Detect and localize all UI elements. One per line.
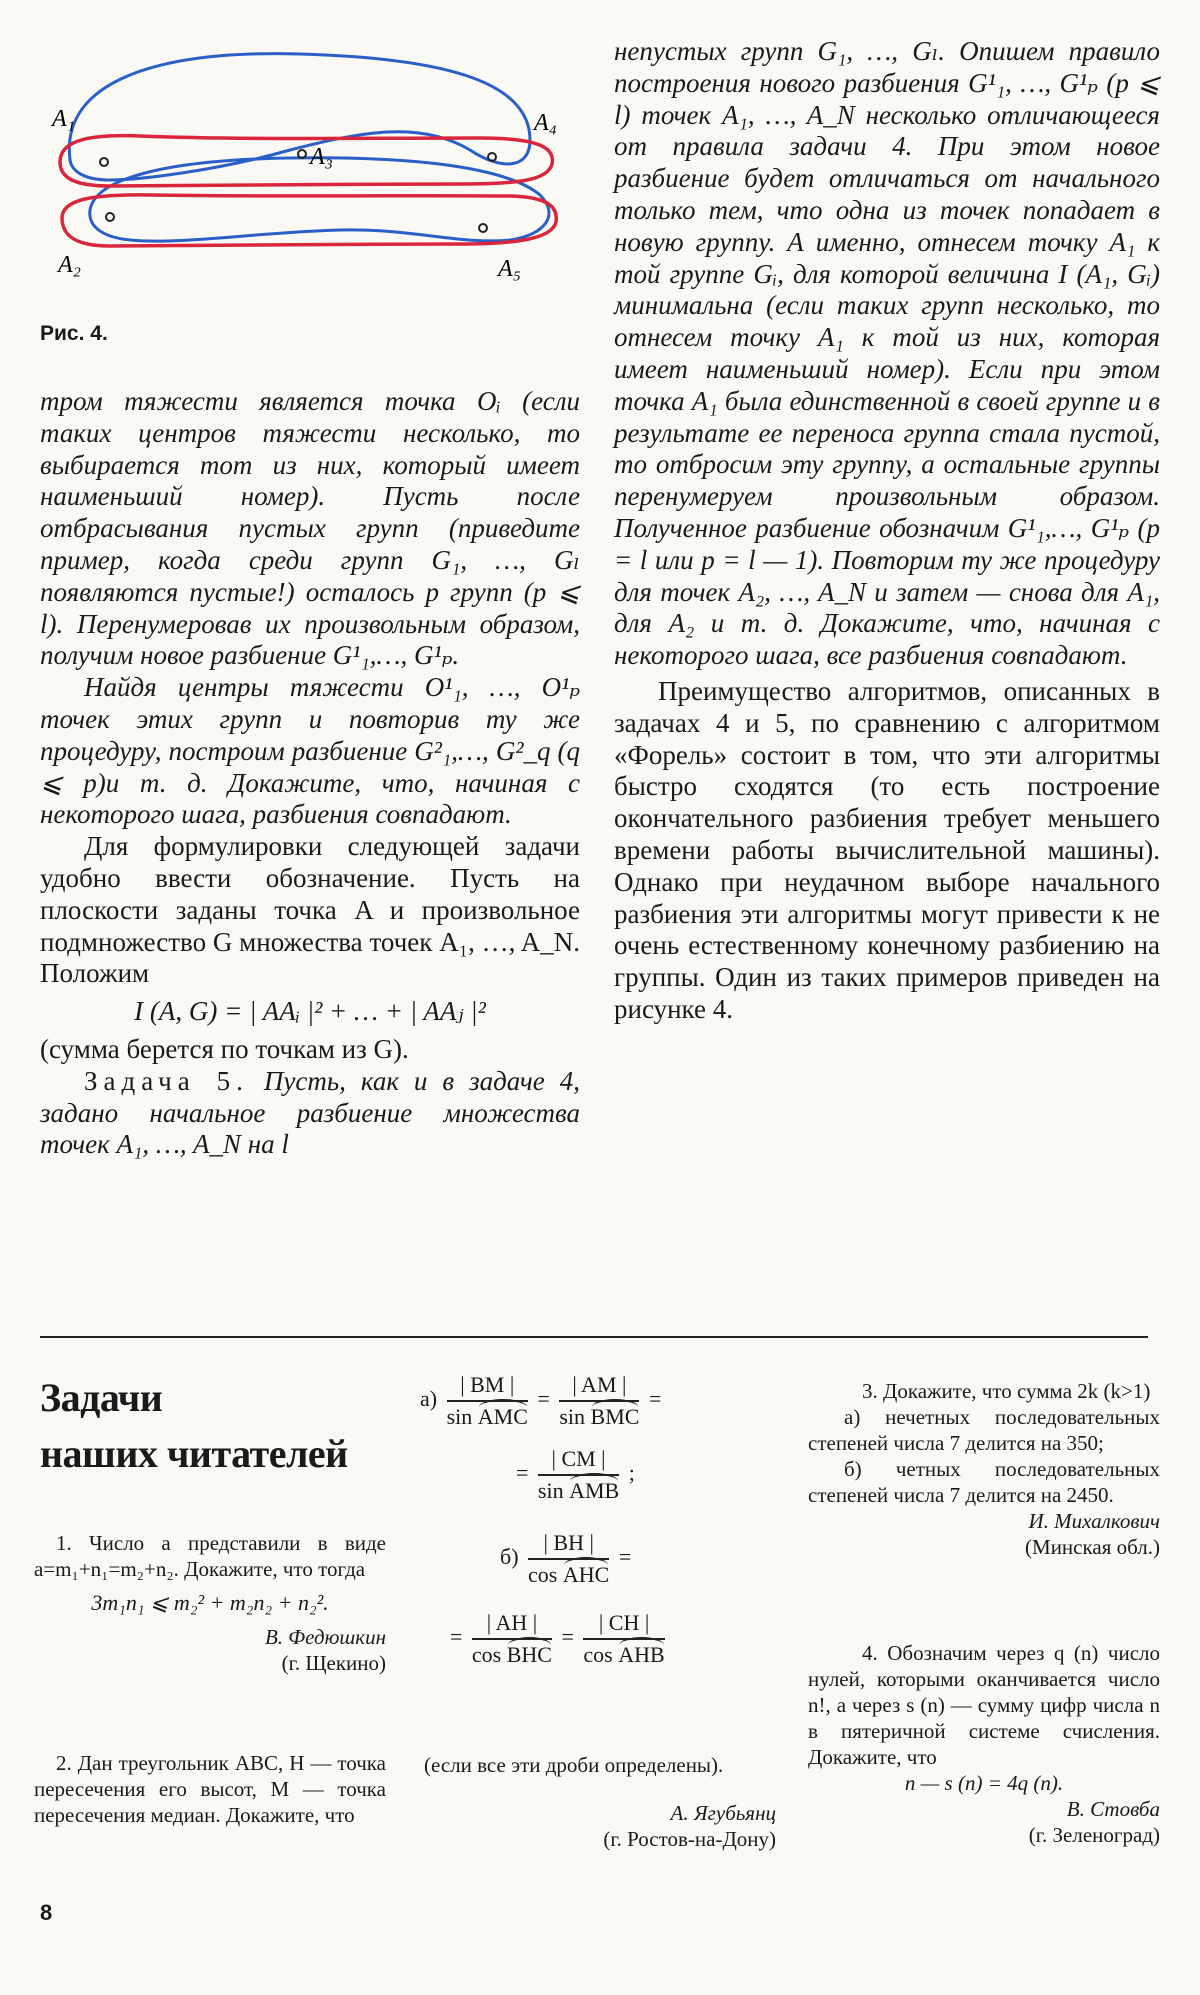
problem-3-b: б) четных последовательных степеней числа 7 делится на 2450. bbox=[808, 1457, 1160, 1507]
left-paragraph-4: (сумма берется по точкам из G). bbox=[40, 1033, 409, 1064]
left-paragraph-5 bbox=[40, 1066, 580, 1161]
problem-2-note: (если все эти дроби определены). bbox=[424, 1753, 724, 1777]
problem-2-text: 2. Дан треугольник ABC, H — точка пересечения его высот, M — точка пересечения медиан. Докажите, что bbox=[34, 1751, 386, 1827]
problem-2-formulas bbox=[420, 1372, 780, 1690]
formula-a-line-1: а) $\frac{| BM |}{\text{sin AMC}}$ = $\frac{| AM |}{\text{sin BMC}}$ = bbox=[420, 1372, 662, 1429]
blue-group-upper bbox=[69, 54, 530, 180]
problem-4-place: (г. Зеленоград) bbox=[1028, 1823, 1160, 1847]
problem-5-lead: Задача 5. bbox=[84, 1065, 249, 1096]
formula-b-line-1: б) $\frac{| BH |}{\text{cos AHC}}$ = bbox=[500, 1530, 632, 1587]
fraction-am: $\frac{| AM |}{\text{sin BMC}}$ bbox=[559, 1372, 640, 1429]
formula-b-label: б) bbox=[500, 1544, 519, 1570]
section-title bbox=[40, 1370, 370, 1482]
problem-5-text: Пусть, как и в задаче 4, задано начальное разбиение множества точек A₁, …, A_N на l bbox=[40, 1065, 580, 1160]
fraction-bh: $\frac{| BH |}{\text{cos AHC}}$ bbox=[528, 1530, 610, 1587]
problem-4-author: В. Стовба bbox=[1066, 1797, 1160, 1821]
section-title-line-1: Задачи bbox=[40, 1375, 163, 1420]
fraction-cm: $\frac{| CM |}{\text{sin AMB}}$ bbox=[537, 1446, 620, 1503]
section-divider bbox=[40, 1336, 1148, 1338]
problem-4-text: 4. Обозначим через q (n) число нулей, которыми оканчивается число n!, а через s (n) — сумму цифр числа n в пятеричной системе счисления. Докажите, что bbox=[808, 1641, 1160, 1769]
problem-2-intro bbox=[34, 1750, 386, 1828]
problem-3 bbox=[808, 1378, 1160, 1560]
problem-3-place: (Минская обл.) bbox=[1025, 1535, 1160, 1559]
problem-2-author: А. Ягубьянц bbox=[670, 1801, 776, 1825]
left-formula-i: I (A, G) = | AAᵢ |² + … + | AAⱼ |² bbox=[134, 996, 486, 1027]
blue-group-lower bbox=[90, 158, 549, 241]
right-paragraph-1: непустых групп G₁, …, Gₗ. Опишем правило построения нового разбиения G¹₁, …, G¹ₚ (p ⩽ l) точек A₁, …, A_N несколько отличающееся от правила задачи 4. При этом новое разбиение будет отличаться от начального только тем, что одна из точек попадает в новую группу. А именно, отнесем точку A₁ к той группе Gᵢ, для которой величина I (A₁, Gᵢ) минимальна (если таких групп несколько, то отнесем точку A₁ к той из них, которая имеет наименьший номер). Если при этом точка A₁ была единственной в своей группе и в результате ее переноса группа стала пустой, то отбросим эту группу, а остальные группы перенумеруем произвольным образом. Полученное разбиение обозначим G¹₁,…, G¹ₚ (p = l или p = l — 1). Повторим ту же процедуру для точек A₂, …, A_N и затем — снова для A₁, для A₂ и т. д. Докажите, что, начиная с некоторого шага, все разбиения совпадают. bbox=[614, 36, 1160, 671]
problem-2-footer bbox=[424, 1752, 776, 1852]
right-column bbox=[614, 36, 1160, 1026]
left-paragraph-3: Для формулировки следующей задачи удобно ввести обозначение. Пусть на плоскости заданы точка A и произвольное подмножество G множества точек A₁, …, A_N. Положим bbox=[40, 831, 580, 989]
label-a2: A₂ bbox=[58, 252, 82, 278]
label-a3: A₃ bbox=[310, 144, 334, 170]
point-a5 bbox=[479, 224, 487, 232]
fraction-ah: $\frac{| AH |}{\text{cos BHC}}$ bbox=[471, 1610, 552, 1667]
problem-2-place: (г. Ростов-на-Дону) bbox=[603, 1827, 776, 1851]
problem-4-formula: n — s (n) = 4q (n). bbox=[904, 1771, 1064, 1795]
problem-1-formula: 3m₁n₁ ⩽ m₂² + m₂n₂ + n₂². bbox=[91, 1590, 329, 1615]
figure-4-diagram bbox=[40, 40, 580, 290]
section-title-line-2: наших читателей bbox=[40, 1431, 348, 1476]
label-a5: A₅ bbox=[498, 256, 522, 282]
formula-a-line-2: = $\frac{| CM |}{\text{sin AMB}}$ ; bbox=[516, 1446, 635, 1503]
problem-3-text: 3. Докажите, что сумма 2k (k>1) bbox=[862, 1379, 1151, 1403]
red-group-lower bbox=[62, 195, 556, 246]
problem-3-a: а) нечетных последовательных степеней числа 7 делится на 350; bbox=[808, 1405, 1160, 1455]
left-column bbox=[40, 386, 580, 1161]
left-paragraph-2: Найдя центры тяжести O¹₁, …, O¹ₚ точек этих групп и повторив ту же процедуру, построим разбиение G²₁,…, G²_q (q ⩽ p)и т. д. Докажите, что, начиная с некоторого шага, разбиения совпадают. bbox=[40, 672, 580, 830]
problem-1-text: 1. Число a представили в виде a=m₁+n₁=m₂+n₂. Докажите, что тогда bbox=[34, 1531, 386, 1581]
fraction-bm: $\frac{| BM |}{\text{sin AMC}}$ bbox=[446, 1372, 528, 1429]
point-a1 bbox=[100, 158, 108, 166]
left-paragraph-1: тром тяжести является точка Oᵢ (если таких центров тяжести несколько, то выбирается тот из них, который имеет наименьший номер). Пусть после отбрасывания пустых групп (приведите пример, когда среди групп G₁, …, Gₗ появляются пустые!) осталось p групп (p ⩽ l). Перенумеровав их произвольным образом, получим новое разбиение G¹₁,…, G¹ₚ. bbox=[40, 386, 580, 671]
figure-caption: Рис. 4. bbox=[40, 322, 108, 345]
problem-1-author: В. Федюшкин bbox=[264, 1625, 386, 1649]
formula-a-label: а) bbox=[420, 1386, 438, 1412]
problem-1 bbox=[34, 1530, 386, 1676]
problem-4 bbox=[808, 1640, 1160, 1848]
fraction-ch: $\frac{| CH |}{\text{cos AHB}}$ bbox=[583, 1610, 665, 1667]
page-number: 8 bbox=[40, 1900, 53, 1925]
problem-3-author: И. Михалкович bbox=[1028, 1509, 1160, 1533]
label-a1: A₁ bbox=[52, 106, 76, 132]
point-a2 bbox=[106, 213, 114, 221]
formula-b-line-2: = $\frac{| AH |}{\text{cos BHC}}$ = $\frac{| CH |}{\text{cos AHB}}$ bbox=[450, 1610, 665, 1667]
label-a4: A₄ bbox=[534, 110, 558, 136]
problem-1-place: (г. Щекино) bbox=[281, 1651, 386, 1675]
right-paragraph-2: Преимущество алгоритмов, описанных в задачах 4 и 5, по сравнению с алгоритмом «Форель» состоит в том, что эти алгоритмы быстро сходятся (то есть построение окончательного разбиения требует меньшего времени работы вычислительной машины). Однако при неудачном выборе начального разбиения эти алгоритмы могут привести к не очень естественному конечному разбиению на группы. Один из таких примеров приведен на рисунке 4. bbox=[614, 675, 1160, 1024]
